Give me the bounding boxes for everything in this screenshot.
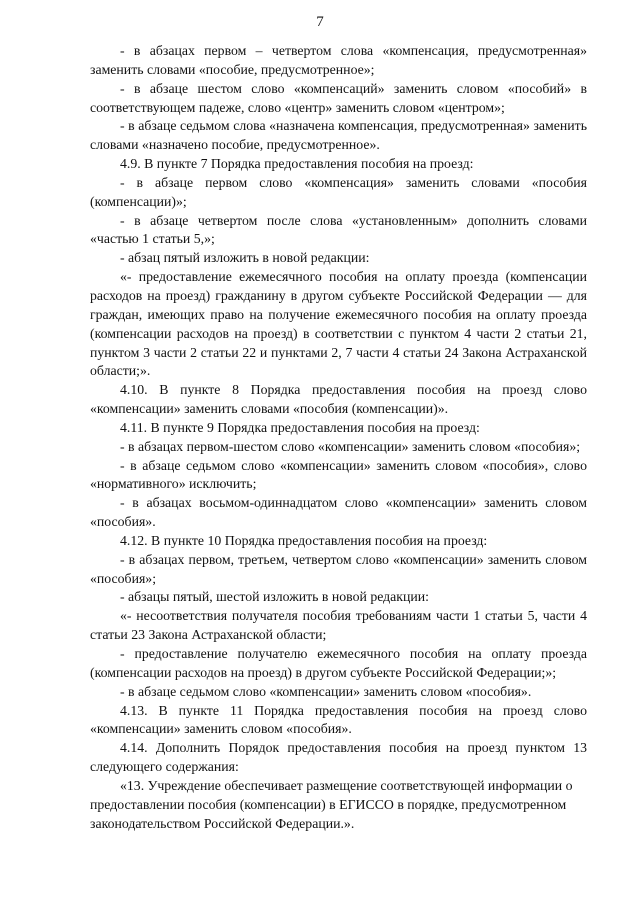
paragraph: - в абзацах первом-шестом слово «компенсации» заменить словом «пособия»;: [120, 438, 581, 454]
section-heading: 4.13. В пункте 11 Порядка предоставления пособия на проезд слово «компенсации» заменить словом «пособия».: [90, 702, 587, 737]
paragraph: - в абзаце шестом слово «компенсаций» заменить словом «пособий» в соответствующем падеже, слово «центр» заменить словом «центром»;: [90, 80, 587, 115]
section-heading: 4.9. В пункте 7 Порядка предоставления пособия на проезд:: [120, 156, 474, 172]
paragraph: - в абзацах восьмом-одиннадцатом слово «компенсации» заменить словом «пособия».: [90, 495, 587, 530]
paragraph: - абзац пятый изложить в новой редакции:: [120, 250, 370, 266]
quoted-paragraph: «- предоставление ежемесячного пособия на оплату проезда (компенсации расходов на проезд) гражданину в другом субъекте Российской Федерации — для граждан, имеющих право на получение ежемесячного пособия на оплату проезда (компенсации расходов на проезд) в соответствии с пунктом 4 части 2 статьи 21, пунктом 3 части 2 статьи 22 и пунктами 2, 7 части 4 статьи 24 Закона Астраханской области;».: [90, 269, 587, 379]
paragraph: - абзацы пятый, шестой изложить в новой редакции:: [120, 589, 429, 605]
section-heading: 4.11. В пункте 9 Порядка предоставления пособия на проезд:: [120, 419, 480, 435]
paragraph: - в абзаце первом слово «компенсация» заменить словами «пособия (компенсации)»;: [90, 174, 587, 209]
paragraph: - в абзаце седьмом слово «компенсации» заменить словом «пособия», слово «нормативного» исключить;: [90, 457, 587, 492]
page-number: 7: [316, 14, 324, 30]
paragraph: - в абзацах первом, третьем, четвертом слово «компенсации» заменить словом «пособия»;: [90, 551, 587, 586]
quoted-paragraph: «- несоответствия получателя пособия требованиям части 1 статьи 5, части 4 статьи 23 Закона Астраханской области;: [90, 608, 587, 643]
document-body: [90, 42, 587, 833]
paragraph: - в абзаце седьмом слова «назначена компенсация, предусмотренная» заменить словами «назначено пособие, предусмотренное».: [90, 118, 587, 153]
quoted-paragraph: «13. Учреждение обеспечивает размещение соответствующей информации о предоставлении пособия (компенсации) в ЕГИССО в порядке, предусмотренном законодательством Российской Федерации.».: [90, 777, 573, 831]
paragraph: - в абзацах первом – четвертом слова «компенсация, предусмотренная» заменить словами «пособие, предусмотренное»;: [90, 43, 587, 77]
quoted-paragraph: - предоставление получателю ежемесячного пособия на оплату проезда (компенсации расходов на проезд) в другом субъекте Российской Федерации;»;: [90, 646, 587, 680]
paragraph: - в абзаце четвертом после слова «установленным» дополнить словами «частью 1 статьи 5,»;: [90, 212, 587, 247]
paragraph: - в абзаце седьмом слово «компенсации» заменить словом «пособия».: [120, 683, 532, 699]
section-heading: 4.12. В пункте 10 Порядка предоставления пособия на проезд:: [120, 532, 488, 548]
section-heading: 4.10. В пункте 8 Порядка предоставления пособия на проезд слово «компенсации» заменить словами «пособия (компенсации)».: [90, 382, 587, 417]
section-heading: 4.14. Дополнить Порядок предоставления пособия на проезд пунктом 13 следующего содержания:: [90, 740, 587, 775]
